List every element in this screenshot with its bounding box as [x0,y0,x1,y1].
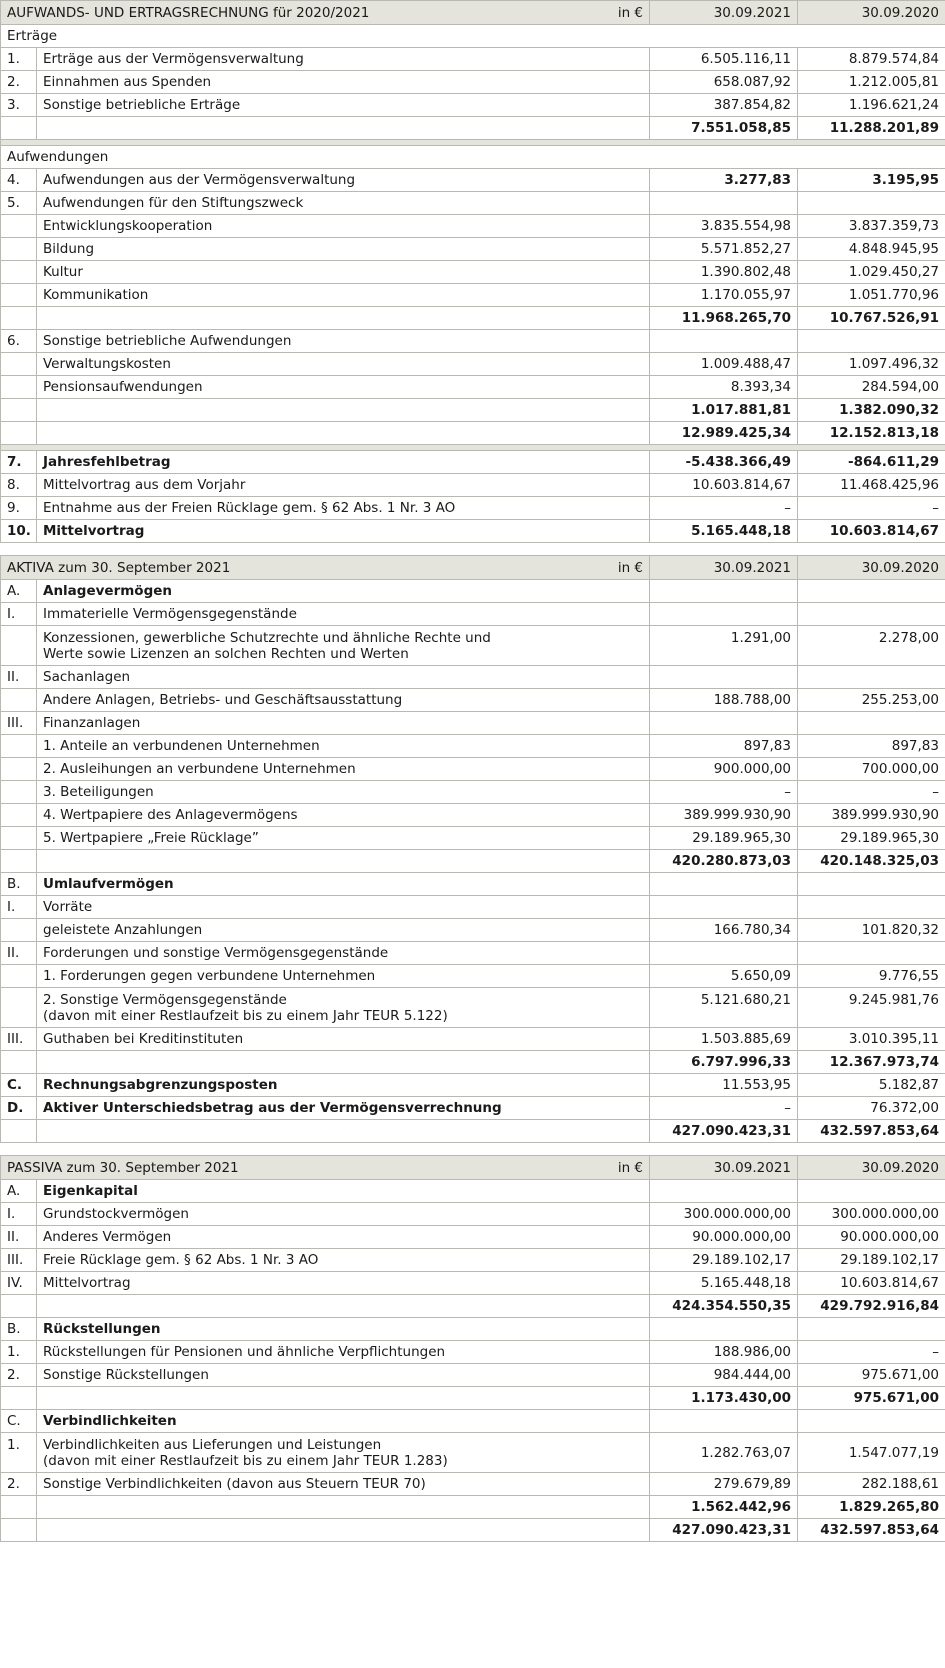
row-number: 1. [1,48,37,71]
row-label: Sachanlagen [37,666,650,689]
row-label: 1. Forderungen gegen verbundene Unternehmen [37,965,650,988]
value-2020: – [798,497,945,520]
table-row [1,520,945,543]
column-header-2020: 30.09.2020 [798,556,945,580]
value-2021: 279.679,89 [650,1473,798,1496]
table-row [1,965,945,988]
value-2020: 9.245.981,76 [798,988,945,1028]
table-title: PASSIVA zum 30. September 2021 [7,1159,239,1176]
subtotal-2020: 1.382.090,32 [798,399,945,422]
row-label: Einnahmen aus Spenden [37,71,650,94]
row-number: I. [1,896,37,919]
row-label: Bildung [37,238,650,261]
value-2021: 1.291,00 [650,626,798,666]
value-2021: 984.444,00 [650,1364,798,1387]
value-2020: 1.196.621,24 [798,94,945,117]
row-label [37,626,650,666]
table-title: AUFWANDS- UND ERTRAGSRECHNUNG für 2020/2021 [7,4,370,21]
table-row [1,1318,945,1341]
row-label: Sonstige betriebliche Erträge [37,94,650,117]
table-row [1,261,945,284]
table-row [1,712,945,735]
table-row [1,758,945,781]
table-row [1,942,945,965]
row-number: B. [1,1318,37,1341]
row-label-line: Werte sowie Lizenzen an solchen Rechten und Werten [43,646,409,662]
row-label: Sonstige betriebliche Aufwendungen [37,330,650,353]
table-row [1,1433,945,1473]
row-label: geleistete Anzahlungen [37,919,650,942]
table-row [1,1180,945,1203]
unit-label: in € [617,559,643,576]
section-heading [1,146,945,169]
value-2021: -5.438.366,49 [650,451,798,474]
total-2020: 432.597.853,64 [798,1519,945,1542]
row-label: Rückstellungen für Pensionen und ähnliche Verpflichtungen [37,1341,650,1364]
value-2020: 3.837.359,73 [798,215,945,238]
row-label: 5. Wertpapiere „Freie Rücklage” [37,827,650,850]
table-row [1,1028,945,1051]
row-label-line: (davon mit einer Restlaufzeit bis zu einem Jahr TEUR 5.122) [43,1008,448,1024]
value-2021: 1.390.802,48 [650,261,798,284]
unit-label: in € [617,1159,643,1176]
column-header-2020: 30.09.2020 [798,1156,945,1180]
total-2021: 427.090.423,31 [650,1519,798,1542]
subtotal-row [1,1051,945,1074]
row-number: 3. [1,94,37,117]
row-label [37,1433,650,1473]
row-number: D. [1,1097,37,1120]
row-label: Erträge aus der Vermögensverwaltung [37,48,650,71]
row-label-line: 2. Sonstige Vermögensgegenstände [43,992,287,1008]
value-2020: 1.097.496,32 [798,353,945,376]
value-2021: 5.165.448,18 [650,1272,798,1295]
subtotal-row [1,1387,945,1410]
total-2021: 12.989.425,34 [650,422,798,445]
row-label: Sonstige Verbindlichkeiten (davon aus Steuern TEUR 70) [37,1473,650,1496]
table-row [1,781,945,804]
row-number: III. [1,712,37,735]
row-label: Kommunikation [37,284,650,307]
row-label: Mittelvortrag [37,1272,650,1295]
table-header [1,1,945,25]
row-number: 8. [1,474,37,497]
table-header [1,556,945,580]
row-number: 10. [1,520,37,543]
value-2021: 5.571.852,27 [650,238,798,261]
value-2020: 897,83 [798,735,945,758]
value-2020: – [798,781,945,804]
row-label: Umlaufvermögen [37,873,650,896]
value-2021: 3.835.554,98 [650,215,798,238]
row-label: 4. Wertpapiere des Anlagevermögens [37,804,650,827]
row-number: 9. [1,497,37,520]
row-number: III. [1,1249,37,1272]
row-number: A. [1,580,37,603]
value-2021: 11.553,95 [650,1074,798,1097]
table-row [1,1410,945,1433]
table-row [1,284,945,307]
table-row [1,376,945,399]
value-2020: 3.195,95 [798,169,945,192]
row-label: 2. Ausleihungen an verbundene Unternehmen [37,758,650,781]
row-label: Rückstellungen [37,1318,650,1341]
subtotal-row [1,850,945,873]
value-2020: 2.278,00 [798,626,945,666]
row-number: 6. [1,330,37,353]
row-label: Entnahme aus der Freien Rücklage gem. § 62 Abs. 1 Nr. 3 AO [37,497,650,520]
row-label: Rechnungsabgrenzungsposten [37,1074,650,1097]
table-row [1,169,945,192]
row-label: Grundstockvermögen [37,1203,650,1226]
value-2020: 4.848.945,95 [798,238,945,261]
total-row [1,422,945,445]
table-row [1,804,945,827]
row-number: II. [1,942,37,965]
value-2021: 29.189.102,17 [650,1249,798,1272]
value-2020: 76.372,00 [798,1097,945,1120]
row-label: Entwicklungskooperation [37,215,650,238]
row-label-line: Konzessionen, gewerbliche Schutzrechte und ähnliche Rechte und [43,630,491,646]
subtotal-2020: 1.829.265,80 [798,1496,945,1519]
total-row [1,1519,945,1542]
value-2020: 1.051.770,96 [798,284,945,307]
value-2021: 900.000,00 [650,758,798,781]
table-header [1,1156,945,1180]
value-2021: 5.165.448,18 [650,520,798,543]
row-number: I. [1,1203,37,1226]
row-label: Aktiver Unterschiedsbetrag aus der Vermögensverrechnung [37,1097,650,1120]
value-2020: 389.999.930,90 [798,804,945,827]
total-2020: 432.597.853,64 [798,1120,945,1143]
table-row [1,497,945,520]
value-2021: 166.780,34 [650,919,798,942]
row-number: 1. [1,1433,37,1473]
value-2020: 1.029.450,27 [798,261,945,284]
value-2021: 3.277,83 [650,169,798,192]
liabilities-statement [0,1155,945,1542]
subtotal-2020: 10.767.526,91 [798,307,945,330]
value-2021: 389.999.930,90 [650,804,798,827]
row-label: Sonstige Rückstellungen [37,1364,650,1387]
value-2021: 1.503.885,69 [650,1028,798,1051]
total-2021: 427.090.423,31 [650,1120,798,1143]
table-row [1,1097,945,1120]
table-row [1,353,945,376]
total-row [1,1120,945,1143]
column-header-2021: 30.09.2021 [650,556,798,580]
section-heading [1,25,945,48]
header-title-cell [1,556,650,580]
table-row [1,1341,945,1364]
subtotal-2021: 1.173.430,00 [650,1387,798,1410]
column-header-2021: 30.09.2021 [650,1156,798,1180]
value-2021: 188.788,00 [650,689,798,712]
row-number: II. [1,666,37,689]
value-2021: 658.087,92 [650,71,798,94]
value-2021: 29.189.965,30 [650,827,798,850]
table-row [1,192,945,215]
subtotal-2020: 429.792.916,84 [798,1295,945,1318]
subtotal-2021: 11.968.265,70 [650,307,798,330]
value-2020: 284.594,00 [798,376,945,399]
row-label: Vorräte [37,896,650,919]
table-row [1,827,945,850]
header-title-cell [1,1156,650,1180]
row-label: Eigenkapital [37,1180,650,1203]
table-row [1,1074,945,1097]
subtotal-2020: 420.148.325,03 [798,850,945,873]
table-row [1,626,945,666]
table-row [1,1272,945,1295]
value-2021: 8.393,34 [650,376,798,399]
row-number: II. [1,1226,37,1249]
table-row [1,474,945,497]
header-title-cell [1,1,650,25]
row-label: 1. Anteile an verbundenen Unternehmen [37,735,650,758]
row-number: B. [1,873,37,896]
assets-table [0,555,945,1143]
table-row [1,988,945,1028]
table-row [1,735,945,758]
subtotal-2021: 1.562.442,96 [650,1496,798,1519]
table-row [1,1226,945,1249]
value-2020: 29.189.102,17 [798,1249,945,1272]
subtotal-2020: 11.288.201,89 [798,117,945,140]
row-number: 7. [1,451,37,474]
row-label: Andere Anlagen, Betriebs- und Geschäftsausstattung [37,689,650,712]
value-2021: – [650,497,798,520]
value-2021: 1.170.055,97 [650,284,798,307]
row-number: 2. [1,1473,37,1496]
subtotal-row [1,1496,945,1519]
row-number: III. [1,1028,37,1051]
row-label: Finanzanlagen [37,712,650,735]
subtotal-2021: 1.017.881,81 [650,399,798,422]
value-2020: 10.603.814,67 [798,1272,945,1295]
subtotal-row [1,117,945,140]
table-row [1,1249,945,1272]
row-number: 4. [1,169,37,192]
table-row [1,666,945,689]
value-2020: 1.212.005,81 [798,71,945,94]
value-2021: 5.121.680,21 [650,988,798,1028]
value-2021: 90.000.000,00 [650,1226,798,1249]
table-row [1,896,945,919]
value-2020: 700.000,00 [798,758,945,781]
row-number: 5. [1,192,37,215]
value-2020: 10.603.814,67 [798,520,945,543]
value-2021: 300.000.000,00 [650,1203,798,1226]
row-number: 1. [1,1341,37,1364]
row-label [37,988,650,1028]
value-2021: 1.009.488,47 [650,353,798,376]
table-row [1,689,945,712]
table-row [1,238,945,261]
income-statement [0,0,945,543]
row-label: Aufwendungen aus der Vermögensverwaltung [37,169,650,192]
table-title: AKTIVA zum 30. September 2021 [7,559,231,576]
subtotal-2020: 975.671,00 [798,1387,945,1410]
value-2021: 188.986,00 [650,1341,798,1364]
value-2020: 90.000.000,00 [798,1226,945,1249]
row-number: C. [1,1410,37,1433]
table-row [1,603,945,626]
table-row [1,919,945,942]
value-2020: 282.188,61 [798,1473,945,1496]
value-2020: 101.820,32 [798,919,945,942]
value-2020: 29.189.965,30 [798,827,945,850]
row-number: 2. [1,1364,37,1387]
value-2020: 975.671,00 [798,1364,945,1387]
table-row [1,330,945,353]
value-2021: – [650,781,798,804]
value-2020: 1.547.077,19 [798,1433,945,1473]
unit-label: in € [617,4,644,21]
value-2021: 1.282.763,07 [650,1433,798,1473]
value-2020: 11.468.425,96 [798,474,945,497]
table-row [1,1364,945,1387]
table-row [1,451,945,474]
value-2020: 3.010.395,11 [798,1028,945,1051]
row-label: 3. Beteiligungen [37,781,650,804]
row-label: Mittelvortrag aus dem Vorjahr [37,474,650,497]
value-2020: – [798,1341,945,1364]
row-number: A. [1,1180,37,1203]
row-label: Forderungen und sonstige Vermögensgegenstände [37,942,650,965]
row-number: I. [1,603,37,626]
subtotal-row [1,399,945,422]
value-2021: 6.505.116,11 [650,48,798,71]
subtotal-2021: 6.797.996,33 [650,1051,798,1074]
value-2021: 10.603.814,67 [650,474,798,497]
row-label: Verwaltungskosten [37,353,650,376]
row-label: Freie Rücklage gem. § 62 Abs. 1 Nr. 3 AO [37,1249,650,1272]
row-label: Verbindlichkeiten [37,1410,650,1433]
value-2021: 5.650,09 [650,965,798,988]
table-row [1,94,945,117]
subtotal-2021: 424.354.550,35 [650,1295,798,1318]
assets-statement [0,555,945,1143]
row-label-line: Verbindlichkeiten aus Lieferungen und Leistungen [43,1437,382,1453]
row-label-line: (davon mit einer Restlaufzeit bis zu einem Jahr TEUR 1.283) [43,1453,448,1469]
row-number: IV. [1,1272,37,1295]
row-label: Jahresfehlbetrag [37,451,650,474]
value-2021: 897,83 [650,735,798,758]
subtotal-row [1,1295,945,1318]
row-label: Immaterielle Vermögensgegenstände [37,603,650,626]
row-number: 2. [1,71,37,94]
table-row [1,48,945,71]
subtotal-2021: 420.280.873,03 [650,850,798,873]
column-header-2021: 30.09.2021 [650,1,798,25]
table-row [1,873,945,896]
row-label: Pensionsaufwendungen [37,376,650,399]
liabilities-table [0,1155,945,1542]
value-2021: – [650,1097,798,1120]
subtotal-2020: 12.367.973,74 [798,1051,945,1074]
value-2020: -864.611,29 [798,451,945,474]
table-row [1,215,945,238]
value-2020: 5.182,87 [798,1074,945,1097]
value-2021: 387.854,82 [650,94,798,117]
section-label: Aufwendungen [1,146,945,169]
section-label: Erträge [1,25,945,48]
value-2020: 300.000.000,00 [798,1203,945,1226]
table-row [1,580,945,603]
value-2020: 8.879.574,84 [798,48,945,71]
row-label: Mittelvortrag [37,520,650,543]
income-statement-table [0,0,945,543]
subtotal-row [1,307,945,330]
total-2020: 12.152.813,18 [798,422,945,445]
row-label: Anderes Vermögen [37,1226,650,1249]
row-number: C. [1,1074,37,1097]
column-header-2020: 30.09.2020 [798,1,945,25]
table-row [1,71,945,94]
row-label: Kultur [37,261,650,284]
value-2020: 255.253,00 [798,689,945,712]
table-row [1,1473,945,1496]
value-2020: 9.776,55 [798,965,945,988]
table-row [1,1203,945,1226]
row-label: Guthaben bei Kreditinstituten [37,1028,650,1051]
row-label: Aufwendungen für den Stiftungszweck [37,192,650,215]
subtotal-2021: 7.551.058,85 [650,117,798,140]
row-label: Anlagevermögen [37,580,650,603]
